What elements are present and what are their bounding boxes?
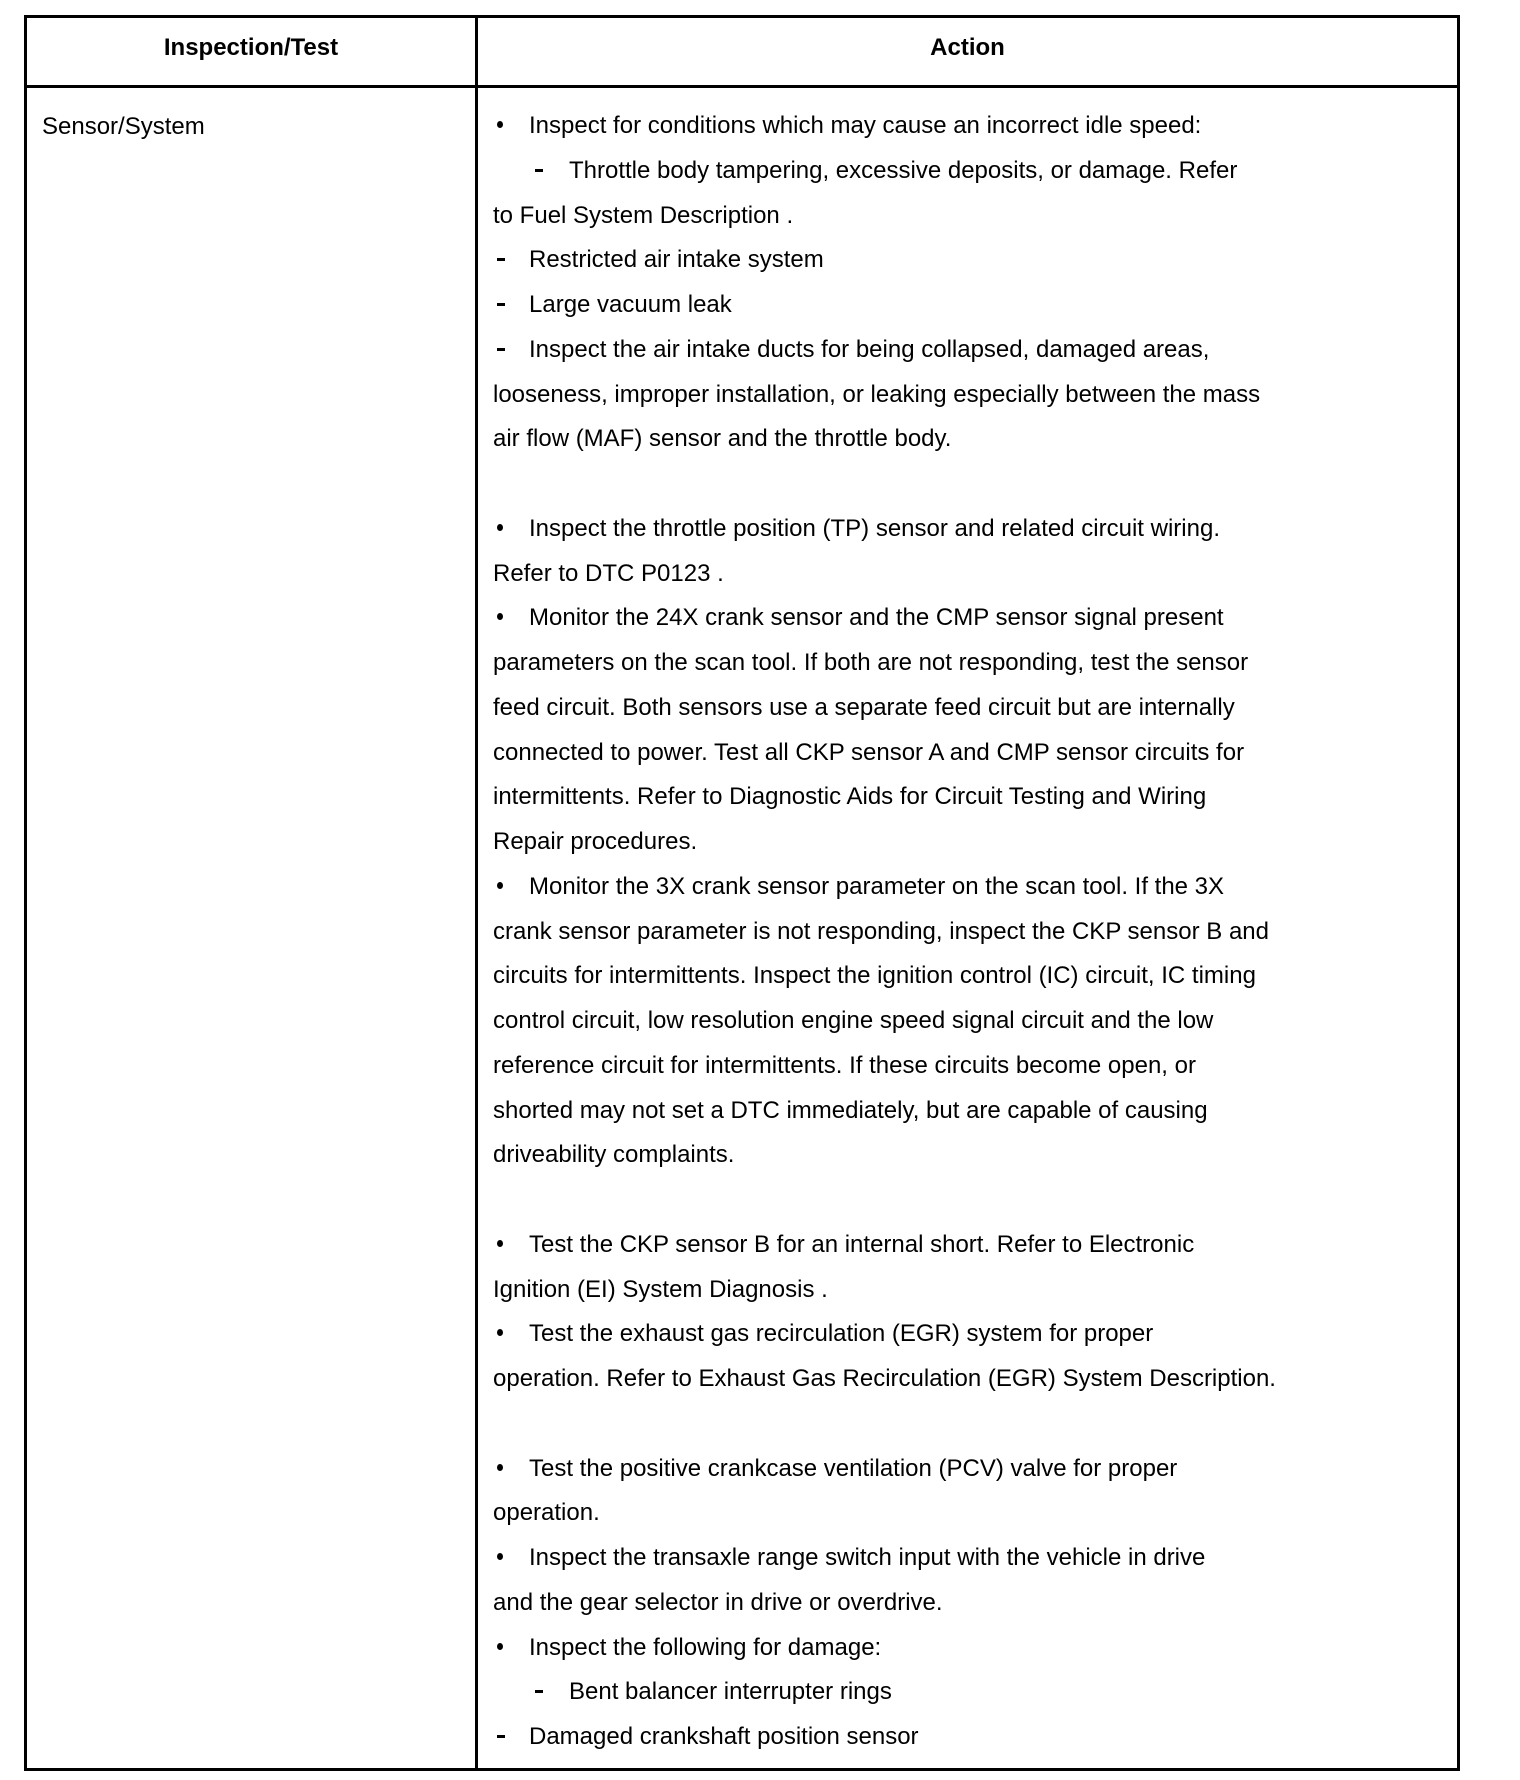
dash-mark-icon bbox=[497, 348, 505, 351]
dash-icon bbox=[493, 328, 529, 373]
action-line bbox=[493, 1133, 1447, 1178]
action-line-text: Repair procedures. bbox=[493, 828, 698, 855]
action-line bbox=[493, 149, 1447, 194]
dash-icon bbox=[493, 1715, 529, 1760]
dash-icon bbox=[493, 238, 529, 283]
action-line-text: shorted may not set a DTC immediately, but are capable of causing bbox=[493, 1096, 1208, 1124]
column-divider bbox=[475, 18, 478, 1768]
inspection-test-cell: Sensor/System bbox=[42, 113, 205, 140]
bullet-icon bbox=[493, 1626, 529, 1671]
dash-mark-icon bbox=[497, 1735, 505, 1738]
dash-mark-icon bbox=[535, 1690, 543, 1693]
blank-line bbox=[493, 462, 1447, 507]
bullet-dot-icon bbox=[497, 1643, 503, 1650]
action-line bbox=[493, 373, 1447, 418]
action-line-text: Test the exhaust gas recirculation (EGR) system for proper bbox=[529, 1320, 1154, 1348]
action-line bbox=[493, 865, 1447, 910]
action-line-text: operation. bbox=[493, 1499, 600, 1527]
bullet-dot-icon bbox=[497, 1464, 503, 1471]
action-line bbox=[493, 238, 1447, 283]
action-line-text: Restricted air intake system bbox=[529, 246, 824, 274]
bullet-icon bbox=[493, 1536, 529, 1581]
action-line-text: feed circuit. Both sensors use a separate feed circuit but are internally bbox=[493, 693, 1235, 721]
action-line-text: Throttle body tampering, excessive deposits, or damage. Refer bbox=[569, 156, 1238, 184]
action-line-text: Large vacuum leak bbox=[529, 291, 732, 318]
bullet-dot-icon bbox=[497, 882, 503, 889]
action-line-text: Ignition (EI) System Diagnosis . bbox=[493, 1275, 828, 1303]
bullet-dot-icon bbox=[497, 121, 503, 128]
action-line-text: Test the CKP sensor B for an internal short. Refer to Electronic bbox=[529, 1230, 1195, 1258]
action-line-text: and the gear selector in drive or overdrive. bbox=[493, 1588, 943, 1616]
inspection-table bbox=[24, 15, 1460, 1771]
bullet-dot-icon bbox=[497, 1329, 503, 1336]
action-line-text: looseness, improper installation, or leaking especially between the mass bbox=[493, 380, 1261, 408]
bullet-icon bbox=[493, 104, 529, 149]
bullet-dot-icon bbox=[497, 613, 503, 620]
action-line-text: control circuit, low resolution engine speed signal circuit and the low bbox=[493, 1007, 1214, 1034]
action-line bbox=[493, 1447, 1447, 1492]
table-header-row bbox=[27, 18, 1457, 88]
action-line-text: Test the positive crankcase ventilation (PCV) valve for proper bbox=[529, 1454, 1178, 1482]
action-line bbox=[493, 1223, 1447, 1268]
action-line-text: Damaged crankshaft position sensor bbox=[529, 1723, 919, 1750]
action-line bbox=[493, 1581, 1447, 1626]
action-line bbox=[493, 1715, 1447, 1760]
action-line bbox=[493, 507, 1447, 552]
action-line-text: Inspect the transaxle range switch input with the vehicle in drive bbox=[529, 1544, 1206, 1571]
dash-mark-icon bbox=[535, 169, 543, 172]
action-line bbox=[493, 417, 1447, 462]
action-line bbox=[493, 775, 1447, 820]
action-line-text: Inspect the air intake ducts for being collapsed, damaged areas, bbox=[529, 335, 1210, 363]
blank-line bbox=[493, 1178, 1447, 1223]
action-line bbox=[493, 731, 1447, 776]
dash-mark-icon bbox=[497, 258, 505, 261]
action-line bbox=[493, 1491, 1447, 1536]
action-line-text: crank sensor parameter is not responding, inspect the CKP sensor B and bbox=[493, 917, 1269, 945]
action-line bbox=[493, 104, 1447, 149]
bullet-dot-icon bbox=[497, 1553, 503, 1560]
action-line-text: Refer to DTC P0123 . bbox=[493, 559, 724, 587]
column-header-action: Action bbox=[930, 34, 1005, 61]
action-line-text: Monitor the 24X crank sensor and the CMP sensor signal present bbox=[529, 604, 1224, 632]
action-line-text: operation. Refer to Exhaust Gas Recirculation (EGR) System Description. bbox=[493, 1365, 1276, 1392]
action-line bbox=[493, 552, 1447, 597]
action-line bbox=[493, 1044, 1447, 1089]
bullet-icon bbox=[493, 596, 529, 641]
action-line bbox=[493, 910, 1447, 955]
action-line-text: driveability complaints. bbox=[493, 1141, 735, 1169]
action-line-text: Inspect for conditions which may cause an incorrect idle speed: bbox=[529, 112, 1202, 139]
action-line bbox=[493, 686, 1447, 731]
action-line bbox=[493, 999, 1447, 1044]
action-line-text: air flow (MAF) sensor and the throttle body. bbox=[493, 425, 952, 453]
action-line bbox=[493, 820, 1447, 865]
dash-icon bbox=[493, 283, 529, 328]
dash-icon bbox=[531, 1670, 569, 1715]
action-line bbox=[493, 596, 1447, 641]
bullet-icon bbox=[493, 507, 529, 552]
column-header-inspection-test: Inspection/Test bbox=[163, 34, 339, 61]
action-line bbox=[493, 328, 1447, 373]
action-line-text: Inspect the throttle position (TP) sensor and related circuit wiring. bbox=[529, 514, 1220, 542]
action-line bbox=[493, 1089, 1447, 1134]
action-line-text: to Fuel System Description . bbox=[493, 201, 794, 229]
bullet-dot-icon bbox=[497, 1240, 503, 1247]
action-line bbox=[493, 1670, 1447, 1715]
action-cell bbox=[493, 104, 1447, 1760]
action-line-text: circuits for intermittents. Inspect the ignition control (IC) circuit, IC timing bbox=[493, 962, 1256, 990]
blank-line bbox=[493, 1402, 1447, 1447]
action-line bbox=[493, 1536, 1447, 1581]
dash-mark-icon bbox=[497, 303, 505, 306]
bullet-icon bbox=[493, 865, 529, 910]
action-line bbox=[493, 283, 1447, 328]
action-line-text: intermittents. Refer to Diagnostic Aids for Circuit Testing and Wiring bbox=[493, 783, 1207, 811]
action-line bbox=[493, 194, 1447, 239]
dash-icon bbox=[531, 149, 569, 194]
action-line-text: Monitor the 3X crank sensor parameter on the scan tool. If the 3X bbox=[529, 872, 1225, 900]
action-line bbox=[493, 954, 1447, 999]
action-line-text: parameters on the scan tool. If both are not responding, test the sensor bbox=[493, 649, 1249, 676]
action-line-text: Bent balancer interrupter rings bbox=[569, 1678, 892, 1706]
action-line bbox=[493, 1312, 1447, 1357]
action-line bbox=[493, 1626, 1447, 1671]
action-line-text: Inspect the following for damage: bbox=[529, 1633, 882, 1661]
bullet-dot-icon bbox=[497, 524, 503, 531]
bullet-icon bbox=[493, 1223, 529, 1268]
action-line bbox=[493, 1357, 1447, 1402]
action-line bbox=[493, 641, 1447, 686]
bullet-icon bbox=[493, 1312, 529, 1357]
action-line-text: connected to power. Test all CKP sensor A and CMP sensor circuits for bbox=[493, 738, 1245, 766]
action-line-text: reference circuit for intermittents. If these circuits become open, or bbox=[493, 1051, 1196, 1079]
action-line bbox=[493, 1268, 1447, 1313]
bullet-icon bbox=[493, 1447, 529, 1492]
